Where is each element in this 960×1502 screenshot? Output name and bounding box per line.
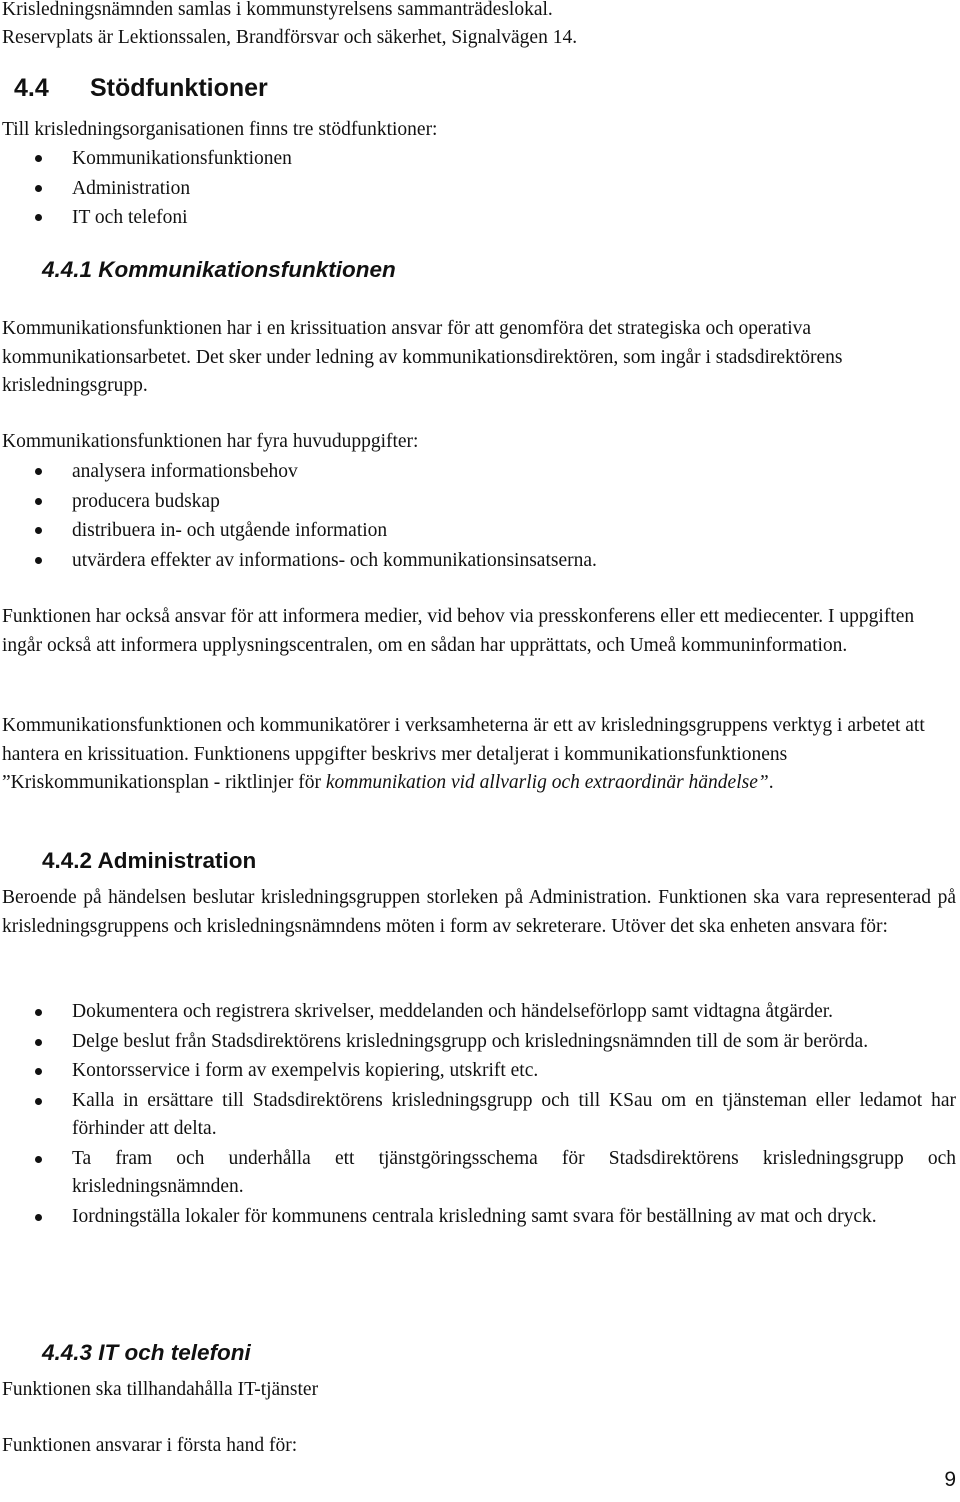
paragraph: Funktionen ansvarar i första hand för: [2, 1435, 298, 1456]
page-number: 9 [944, 1468, 956, 1491]
list-item: Administration [0, 174, 956, 204]
support-functions-list [0, 144, 956, 233]
paragraph [2, 712, 956, 798]
heading-4-4 [14, 74, 268, 103]
support-intro: Till krisledningsorganisationen finns tre stödfunktioner: [2, 119, 438, 140]
heading-title: Stödfunktioner [90, 74, 268, 102]
list-item: producera budskap [0, 487, 956, 517]
heading-4-4-1: 4.4.1 Kommunikationsfunktionen [42, 257, 396, 282]
heading-4-4-3: 4.4.3 IT och telefoni [42, 1340, 251, 1365]
paragraph: Funktionen har också ansvar för att informera medier, vid behov via presskonferens eller ett mediecenter. I uppgiften ingår också att informera upplysningscentralen, om en sådan har upprättats, och Umeå kommuninformation. [2, 606, 915, 656]
heading-4-4-2: 4.4.2 Administration [42, 848, 257, 873]
list-item: Iordningställa lokaler för kommunens centrala krisledning samt svara för beställning av mat och dryck. [0, 1203, 956, 1232]
list-item: IT och telefoni [0, 203, 956, 233]
plan-title-italic: kommunikation vid allvarlig och extraordinär händelse” [325, 772, 769, 793]
list-item: distribuera in- och utgående information [0, 516, 956, 546]
list-item: Kontorsservice i form av exempelvis kopiering, utskrift etc. [0, 1057, 956, 1086]
paragraph: Beroende på händelsen beslutar krisledningsgruppen storleken på Administration. Funktionen ska vara representerad på krisledningsgruppens och krisledningsnämndens möten i form av sekreterare. Utöver det ska enheten ansvara för: [2, 887, 956, 937]
list-item: utvärdera effekter av informations- och kommunikationsinsatserna. [0, 546, 956, 576]
list-item: Kommunikationsfunktionen [0, 144, 956, 174]
top-line-1: Krisledningsnämnden samlas i kommunstyrelsens sammanträdeslokal. [2, 0, 553, 20]
main-tasks-list [0, 457, 956, 575]
list-item: Dokumentera och registrera skrivelser, meddelanden och händelseförlopp samt vidtagna åtgärder. [0, 998, 956, 1027]
paragraph: Funktionen ska tillhandahålla IT-tjänster [2, 1379, 319, 1400]
list-item: Ta fram och underhålla ett tjänstgöringsschema för Stadsdirektörens krisledningsgrupp och krisledningsnämnden. [0, 1145, 956, 1202]
paragraph: Kommunikationsfunktionen har i en krissituation ansvar för att genomföra det strategiska och operativa kommunikationsarbetet. Det sker under ledning av kommunikationsdirektören, som ingår i stadsdirektörens krisledningsgrupp. [2, 318, 843, 396]
heading-number: 4.4 [14, 74, 49, 102]
list-item: analysera informationsbehov [0, 457, 956, 487]
list-item: Kalla in ersättare till Stadsdirektörens krisledningsgrupp och till KSau om en tjänsteman eller ledamot har förhinder att delta. [0, 1087, 956, 1144]
paragraph-end: . [768, 772, 774, 793]
admin-tasks-list [0, 998, 956, 1232]
list-item: Delge beslut från Stadsdirektörens krisledningsgrupp och krisledningsnämnden till de som är berörda. [0, 1028, 956, 1057]
top-line-2: Reservplats är Lektionssalen, Brandförsvar och säkerhet, Signalvägen 14. [2, 27, 578, 48]
paragraph: Kommunikationsfunktionen har fyra huvuduppgifter: [2, 431, 419, 452]
paragraph-text: Kommunikationsfunktionen och kommunikatörer i verksamheterna är ett av krisledningsgruppens verktyg i arbetet att hantera en krissituation. Funktionens uppgifter beskrivs mer detaljerat i kommunikationsfunktionens ”Kriskommunikationsplan - riktlinjer för [2, 715, 925, 793]
